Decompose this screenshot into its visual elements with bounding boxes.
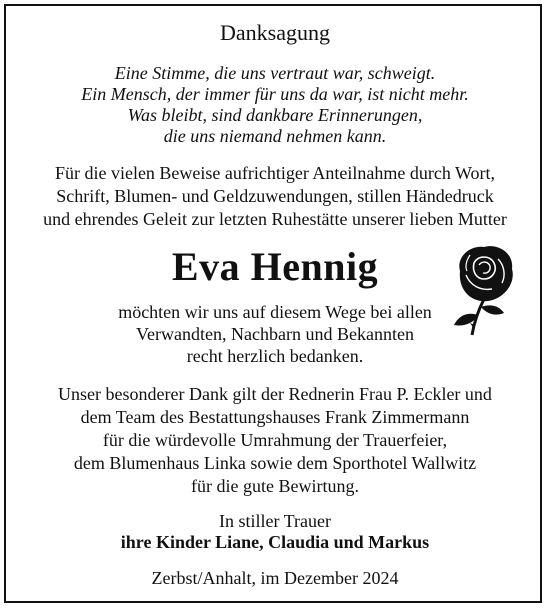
special-thanks-line-5: für die gute Bewirtung. (191, 476, 359, 496)
closing-phrase: In stiller Trauer (219, 511, 331, 531)
intro-line-1: Für die vielen Beweise aufrichtiger Anteilnahme durch Wort, (54, 163, 496, 183)
poem-line-1: Eine Stimme, die uns vertraut war, schweigt. (114, 63, 436, 83)
place-date: Zerbst/Anhalt, im Dezember 2024 (151, 568, 399, 588)
intro-line-3: und ehrendes Geleit zur letzten Ruhestätte unserer lieben Mutter (43, 209, 507, 229)
intro-line-2: Schrift, Blumen- und Geldzuwendungen, stillen Händedruck (56, 186, 494, 206)
heading: Danksagung (220, 20, 330, 45)
special-thanks-line-4: dem Blumenhaus Linka sowie dem Sporthotel Wallwitz (73, 453, 477, 473)
deceased-name: Eva Hennig (171, 244, 379, 289)
special-thanks-line-2: dem Team des Bestattungshauses Frank Zimmermann (80, 407, 470, 427)
poem-line-3: Was bleibt, sind dankbare Erinnerungen, (127, 105, 423, 125)
thanks-line-3: recht herzlich bedanken. (186, 346, 364, 366)
special-thanks-line-1: Unser besonderer Dank gilt der Rednerin Frau P. Eckler und (58, 384, 492, 404)
poem-line-2: Ein Mensch, der immer für uns da war, ist nicht mehr. (81, 84, 469, 104)
family-signature: ihre Kinder Liane, Claudia und Markus (120, 532, 430, 552)
thanks-line-2: Verwandten, Nachbarn und Bekannten (136, 324, 414, 344)
poem-line-4: die uns niemand nehmen kann. (163, 126, 387, 146)
thanks-line-1: möchten wir uns auf diesem Wege bei allen (118, 302, 432, 322)
special-thanks-line-3: für die würdevolle Umrahmung der Trauerfeier, (102, 430, 448, 450)
